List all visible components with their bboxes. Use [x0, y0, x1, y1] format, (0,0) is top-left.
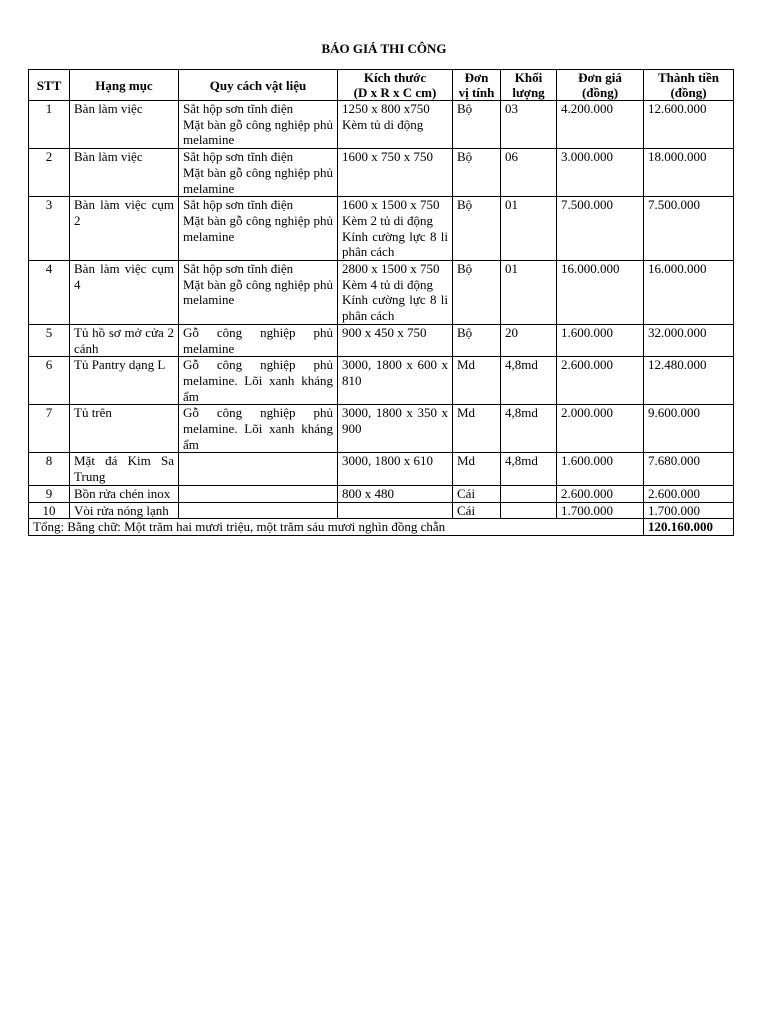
cell-total: 16.000.000	[644, 261, 734, 325]
table-header-row	[29, 70, 734, 101]
header-size: Kích thước (D x R x C cm)	[338, 70, 453, 101]
cell-stt: 2	[29, 149, 70, 197]
size-line: 1600 x 750 x 750	[342, 149, 433, 165]
size-line: 800 x 480	[342, 485, 394, 501]
cell-spec	[179, 101, 338, 149]
cell-stt: 8	[29, 453, 70, 485]
cell-stt: 1	[29, 101, 70, 149]
spec-line: Sắt hộp sơn tĩnh điện	[183, 197, 294, 213]
cell-price: 2.000.000	[557, 405, 644, 453]
table-row	[29, 149, 734, 197]
spec-line: Sắt hộp sơn tĩnh điện	[183, 101, 294, 116]
spec-line: Gỗ công nghiệp phủ melamine	[183, 324, 333, 356]
table-row	[29, 357, 734, 405]
cell-unit: Bộ	[453, 324, 501, 356]
header-stt: STT	[29, 70, 70, 101]
size-line: Kính cường lực 8 li phân cách	[342, 292, 448, 324]
cell-size	[338, 261, 453, 325]
cell-stt: 5	[29, 324, 70, 356]
cell-total: 9.600.000	[644, 405, 734, 453]
cell-spec	[179, 261, 338, 325]
cell-qty	[501, 502, 557, 519]
spec-line: Sắt hộp sơn tĩnh điện	[183, 149, 294, 165]
cell-spec	[179, 453, 338, 485]
size-line: Kính cường lực 8 li phân cách	[342, 228, 448, 260]
summary-label: Tổng: Bằng chữ: Một trăm hai mươi triệu, một trăm sáu mươi nghìn đồng chẵn	[29, 519, 644, 536]
cell-stt: 4	[29, 261, 70, 325]
size-line: 1600 x 1500 x 750	[342, 197, 440, 213]
size-line: 900 x 450 x 750	[342, 324, 427, 340]
cell-qty: 01	[501, 197, 557, 261]
cell-qty: 20	[501, 324, 557, 356]
size-line: 3000, 1800 x 610	[342, 453, 433, 469]
spec-line: Mặt bàn gỗ công nghiệp phủ melamine	[183, 212, 333, 244]
cell-item: Tủ hồ sơ mở cửa 2 cánh	[70, 324, 179, 356]
cell-total: 7.500.000	[644, 197, 734, 261]
size-line: 3000, 1800 x 600 x 810	[342, 357, 448, 388]
table-row	[29, 405, 734, 453]
quote-table	[28, 69, 734, 536]
cell-price: 7.500.000	[557, 197, 644, 261]
spec-line: Mặt bàn gỗ công nghiệp phủ melamine	[183, 116, 333, 148]
cell-total: 7.680.000	[644, 453, 734, 485]
spec-line: Gỗ công nghiệp phủ melamine. Lõi xanh kháng ẩm	[183, 357, 333, 404]
cell-price: 2.600.000	[557, 357, 644, 405]
spec-line: Mặt bàn gỗ công nghiệp phủ melamine	[183, 276, 333, 308]
cell-total: 12.600.000	[644, 101, 734, 149]
cell-size	[338, 405, 453, 453]
cell-qty: 4,8md	[501, 357, 557, 405]
cell-item: Tủ trên	[70, 405, 179, 453]
cell-spec	[179, 357, 338, 405]
table-row	[29, 261, 734, 325]
cell-unit: Bộ	[453, 149, 501, 197]
cell-spec	[179, 502, 338, 519]
cell-qty: 01	[501, 261, 557, 325]
size-line: 2800 x 1500 x 750	[342, 261, 440, 277]
cell-total: 18.000.000	[644, 149, 734, 197]
size-line: Kèm 4 tủ di động	[342, 276, 433, 292]
cell-total: 1.700.000	[644, 502, 734, 519]
header-spec: Quy cách vật liệu	[179, 70, 338, 101]
cell-unit: Cái	[453, 502, 501, 519]
table-row	[29, 197, 734, 261]
cell-size	[338, 324, 453, 356]
cell-total: 12.480.000	[644, 357, 734, 405]
cell-item: Bồn rửa chén inox	[70, 485, 179, 502]
size-line: Kèm tủ di động	[342, 116, 424, 132]
header-item: Hạng mục	[70, 70, 179, 101]
cell-qty	[501, 485, 557, 502]
size-line: Kèm 2 tủ di động	[342, 212, 433, 228]
cell-price: 4.200.000	[557, 101, 644, 149]
cell-size	[338, 485, 453, 502]
cell-stt: 7	[29, 405, 70, 453]
summary-row	[29, 519, 734, 536]
cell-price: 3.000.000	[557, 149, 644, 197]
cell-unit: Bộ	[453, 197, 501, 261]
page-title: BÁO GIÁ THI CÔNG	[321, 41, 447, 56]
cell-qty: 4,8md	[501, 405, 557, 453]
cell-price: 1.600.000	[557, 453, 644, 485]
table-row	[29, 485, 734, 502]
cell-item: Bàn làm việc cụm 4	[70, 261, 179, 325]
cell-unit: Cái	[453, 485, 501, 502]
table-row	[29, 453, 734, 485]
spec-line: Mặt bàn gỗ công nghiệp phủ melamine	[183, 164, 333, 196]
table-body	[29, 101, 734, 519]
cell-qty: 06	[501, 149, 557, 197]
spec-line: Sắt hộp sơn tĩnh điện	[183, 261, 294, 277]
cell-size	[338, 197, 453, 261]
cell-spec	[179, 197, 338, 261]
cell-stt: 3	[29, 197, 70, 261]
cell-size	[338, 357, 453, 405]
spec-line: Gỗ công nghiệp phủ melamine. Lõi xanh kháng ẩm	[183, 405, 333, 452]
cell-price: 1.600.000	[557, 324, 644, 356]
table-row	[29, 324, 734, 356]
cell-item: Bàn làm việc cụm 2	[70, 197, 179, 261]
cell-qty: 03	[501, 101, 557, 149]
size-line: 1250 x 800 x750	[342, 101, 430, 116]
cell-price: 1.700.000	[557, 502, 644, 519]
cell-qty: 4,8md	[501, 453, 557, 485]
header-price: Đơn giá (đồng)	[557, 70, 644, 101]
cell-stt: 9	[29, 485, 70, 502]
header-qty: Khối lượng	[501, 70, 557, 101]
cell-size	[338, 502, 453, 519]
table-row	[29, 101, 734, 149]
cell-unit: Md	[453, 405, 501, 453]
cell-unit: Md	[453, 453, 501, 485]
cell-price: 16.000.000	[557, 261, 644, 325]
header-total: Thành tiền (đồng)	[644, 70, 734, 101]
cell-spec	[179, 405, 338, 453]
cell-size	[338, 453, 453, 485]
cell-item: Bàn làm việc	[70, 149, 179, 197]
cell-unit: Bộ	[453, 101, 501, 149]
cell-total: 32.000.000	[644, 324, 734, 356]
cell-item: Vòi rửa nóng lạnh	[70, 502, 179, 519]
cell-unit: Md	[453, 357, 501, 405]
summary-value: 120.160.000	[644, 519, 734, 536]
cell-total: 2.600.000	[644, 485, 734, 502]
header-unit: Đơn vị tính	[453, 70, 501, 101]
cell-size	[338, 101, 453, 149]
cell-stt: 10	[29, 502, 70, 519]
cell-item: Tủ Pantry dạng L	[70, 357, 179, 405]
size-line: 3000, 1800 x 350 x 900	[342, 405, 448, 437]
cell-size	[338, 149, 453, 197]
cell-price: 2.600.000	[557, 485, 644, 502]
cell-spec	[179, 485, 338, 502]
cell-spec	[179, 324, 338, 356]
cell-unit: Bộ	[453, 261, 501, 325]
cell-spec	[179, 149, 338, 197]
cell-item: Bàn làm việc	[70, 101, 179, 149]
cell-item: Mặt đá Kim Sa Trung	[70, 453, 179, 485]
cell-stt: 6	[29, 357, 70, 405]
table-row	[29, 502, 734, 519]
